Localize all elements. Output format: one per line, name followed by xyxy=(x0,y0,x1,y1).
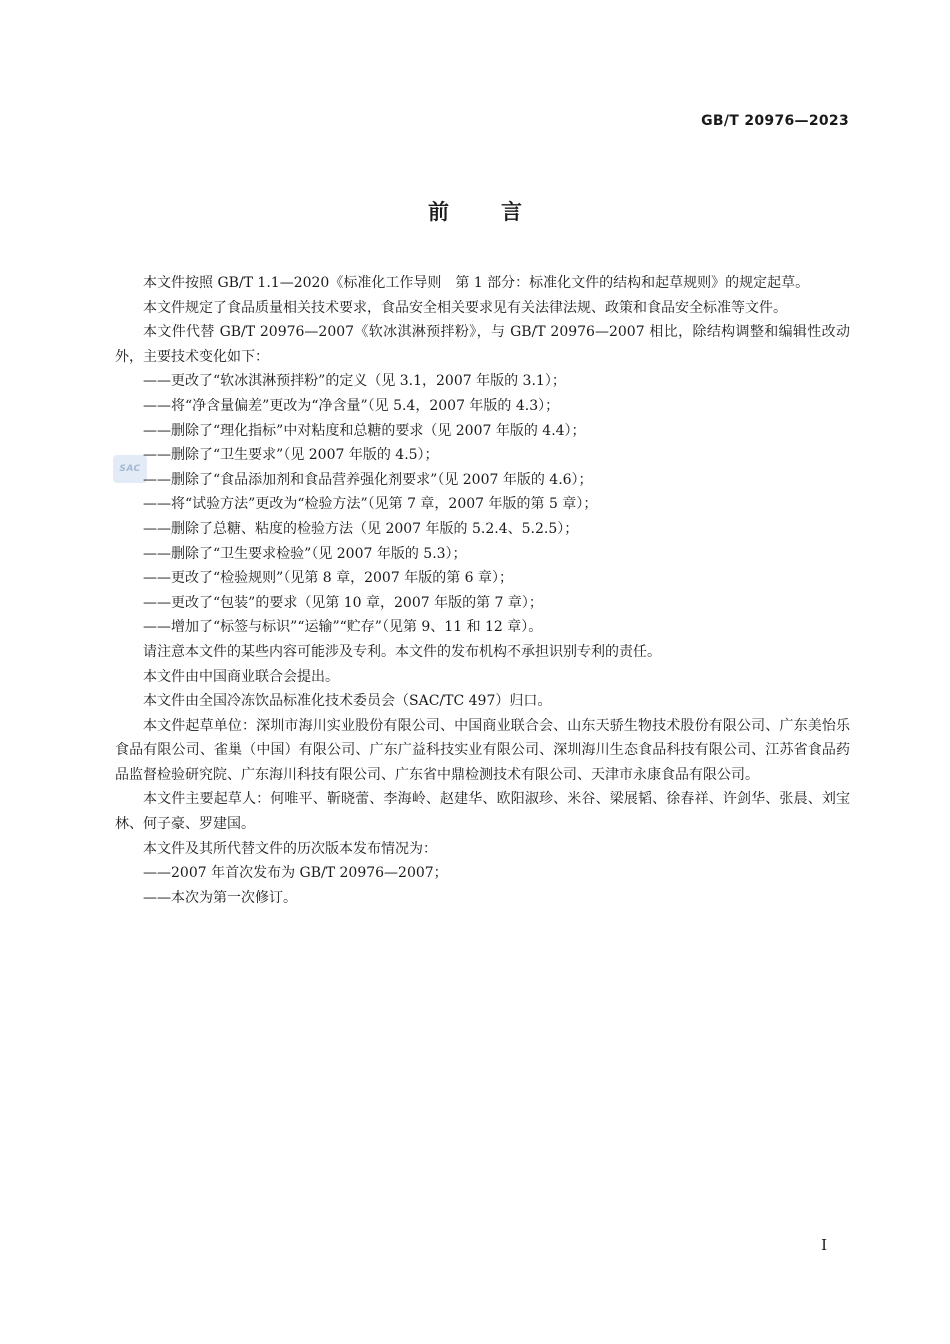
paragraph-version-history: 本文件及其所代替文件的历次版本发布情况为： xyxy=(143,840,437,857)
change-item: ——更改了“软冰淇淋预拌粉”的定义（见 3.1，2007 年版的 3.1）； xyxy=(143,373,566,390)
change-item: ——删除了“理化指标”中对粘度和总糖的要求（见 2007 年版的 4.4）； xyxy=(143,422,586,439)
change-item: ——删除了“食品添加剂和食品营养强化剂要求”（见 2007 年版的 4.6）； xyxy=(143,471,593,488)
standard-number: GB/T 20976—2023 xyxy=(701,113,849,129)
change-item: ——删除了“卫生要求”（见 2007 年版的 4.5）； xyxy=(143,447,439,464)
change-item: ——更改了“包装”的要求（见第 10 章，2007 年版的第 7 章）； xyxy=(143,594,543,611)
change-item: ——删除了总糖、粘度的检验方法（见 2007 年版的 5.2.4、5.2.5）； xyxy=(143,520,579,537)
sac-logo-watermark: SAC xyxy=(113,455,147,483)
paragraph-drafting-basis: 本文件按照 GB/T 1.1—2020《标准化工作导则 第 1 部分：标准化文件的结构和起草规则》的规定起草。 xyxy=(143,275,810,291)
paragraph-drafters: 本文件主要起草人：何唯平、靳晓蕾、李海岭、赵建华、欧阳淑珍、米谷、梁展韬、徐春祥、许剑华、张晨、刘宝林、何子豪、罗建国。 xyxy=(115,791,850,833)
paragraph-replacement: 本文件代替 GB/T 20976—2007《软冰淇淋预拌粉》，与 GB/T 20976—2007 相比，除结构调整和编辑性改动外，主要技术变化如下： xyxy=(115,324,850,365)
page-number: I xyxy=(821,1236,827,1254)
version-item: ——本次为第一次修订。 xyxy=(143,889,297,906)
page-title: 前言 xyxy=(428,200,574,224)
paragraph-administrator: 本文件由全国冷冻饮品标准化技术委员会（SAC/TC 497）归口。 xyxy=(143,693,552,710)
paragraph-proposer: 本文件由中国商业联合会提出。 xyxy=(143,668,339,685)
change-item: ——删除了“卫生要求检验”（见 2007 年版的 5.3）； xyxy=(143,545,467,562)
change-item: ——将“净含量偏差”更改为“净含量”（见 5.4，2007 年版的 4.3）； xyxy=(143,397,560,414)
change-item: ——将“试验方法”更改为“检验方法”（见第 7 章，2007 年版的第 5 章）； xyxy=(143,496,598,513)
paragraph-drafting-units: 本文件起草单位：深圳市海川实业股份有限公司、中国商业联合会、山东天骄生物技术股份有限公司、广东美怡乐食品有限公司、雀巢（中国）有限公司、广东广益科技实业有限公司、深圳海川生态食品科技有限公司、江苏省食品药品监督检验研究院、广东海川科技有限公司、广东省中鼎检测技术有限公司、天津市永康食品有限公司。 xyxy=(115,717,850,783)
change-item: ——更改了“检验规则”（见第 8 章，2007 年版的第 6 章）； xyxy=(143,570,514,587)
paragraph-scope: 本文件规定了食品质量相关技术要求，食品安全相关要求见有关法律法规、政策和食品安全标准等文件。 xyxy=(143,299,787,316)
paragraph-patent-notice: 请注意本文件的某些内容可能涉及专利。本文件的发布机构不承担识别专利的责任。 xyxy=(143,643,661,660)
change-item: ——增加了“标签与标识”“运输”“贮存”（见第 9、11 和 12 章）。 xyxy=(143,619,543,636)
version-item: ——2007 年首次发布为 GB/T 20976—2007； xyxy=(143,865,448,882)
foreword-body xyxy=(115,271,850,910)
